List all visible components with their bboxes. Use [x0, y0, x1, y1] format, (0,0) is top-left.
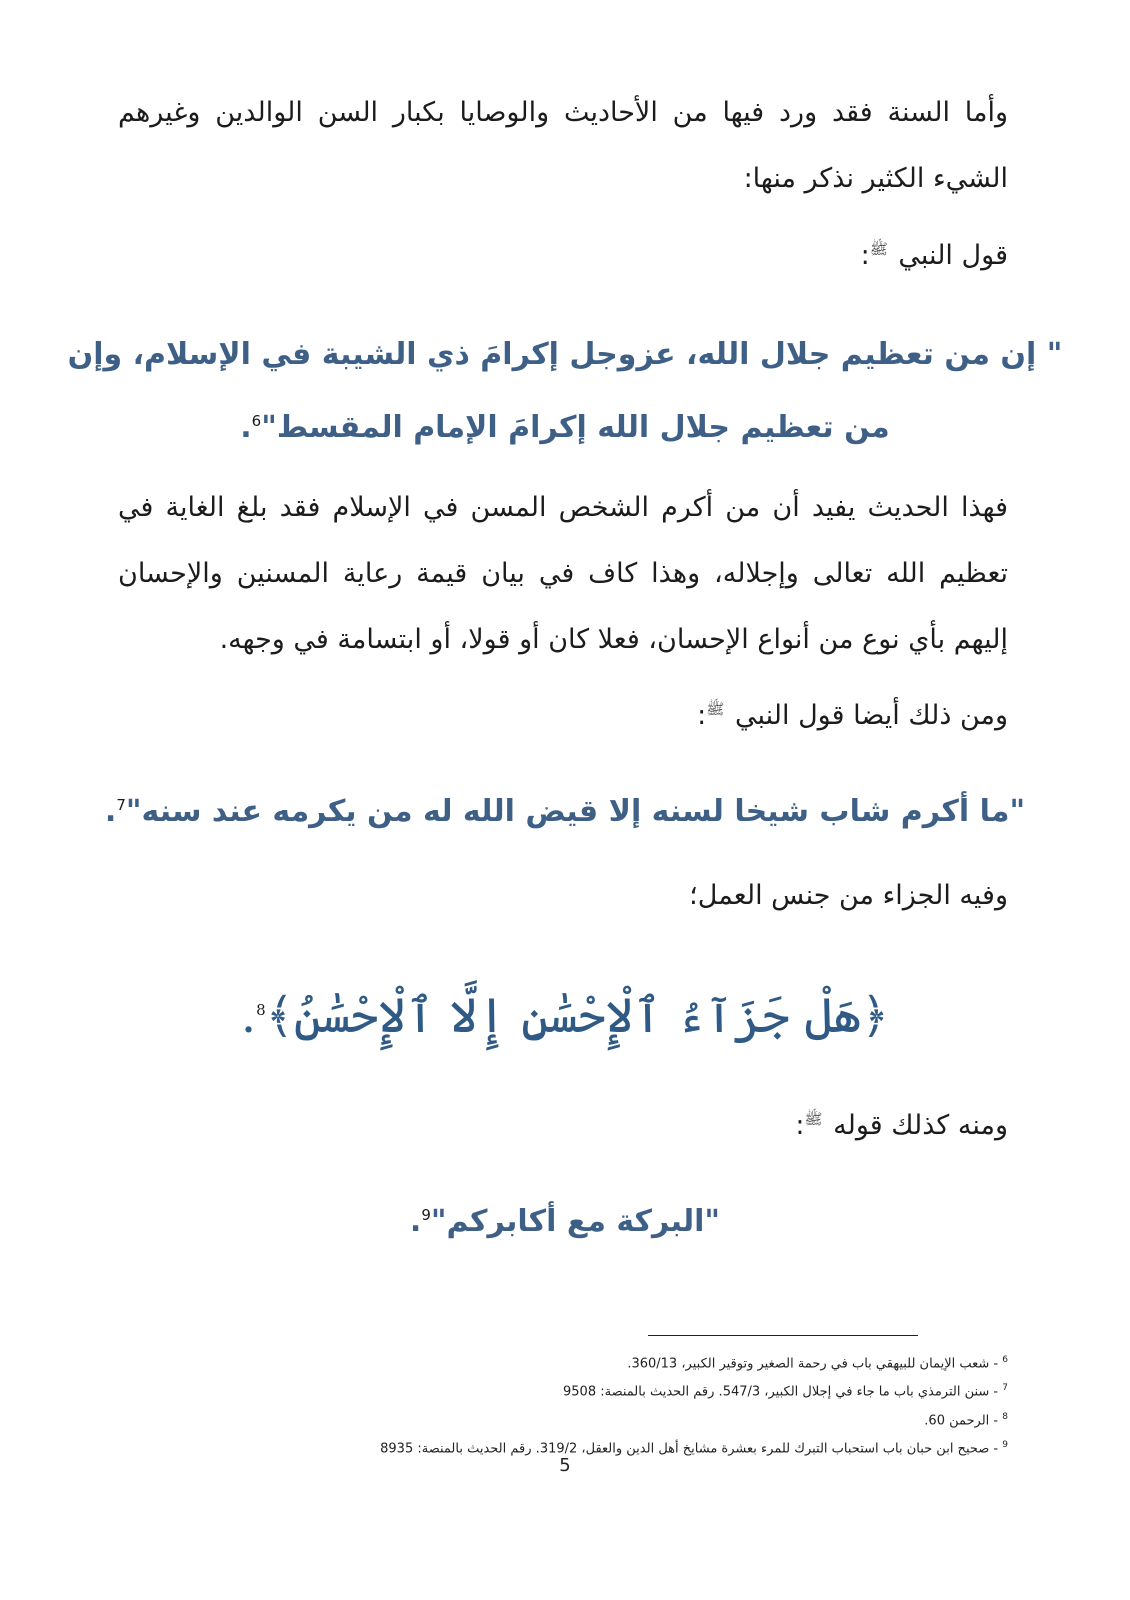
- hadith1-line1: " إن من تعظيم جلال الله، عزوجل إكرامَ ذي الشيبة في الإسلام، وإن: [67, 337, 1063, 372]
- footnote-number: 9: [1002, 1439, 1008, 1450]
- likewise-said-text: ومنه كذلك قوله: [833, 1110, 1008, 1141]
- hadith1-line2-wrap: من تعظيم جلال الله إكرامَ الإمام المقسط"$^6$.: [240, 410, 890, 445]
- footnote-text: - صحيح ابن حبان باب استحباب التبرك للمرء بعشرة مشايخ أهل الدين والعقل، 319/2. رقم الحديث بالمنصة: 8935: [380, 1441, 999, 1457]
- quran-verse-wrap: ﴿هَلْ جَزَآءُ ٱلْإِحْسَٰنِ إِلَّا ٱلْإِحْسَٰنُ﴾$^8$.: [240, 988, 890, 1044]
- footnote-number: 8: [1002, 1411, 1008, 1422]
- hadith2-text: "ما أكرم شاب شيخا لسنه إلا قيض الله له من يكرمه عند سنه": [125, 794, 1026, 829]
- footnote-ref-7: 7: [116, 796, 126, 814]
- footnote-item: [380, 1376, 1008, 1404]
- honorific-symbol: ﷺ: [804, 1110, 823, 1128]
- footnote-text: - الرحمن 60.: [924, 1412, 999, 1428]
- footnote-text: - شعب الإيمان للبيهقي باب في رحمة الصغير وتوقير الكبير، 360/13.: [627, 1356, 999, 1372]
- page-number: 5: [559, 1455, 571, 1476]
- hadith3-text: "البركة مع أكابركم": [430, 1204, 721, 1239]
- reward-line: وفيه الجزاء من جنس العمل؛: [689, 880, 1008, 911]
- also-said-text: ومن ذلك أيضا قول النبي: [734, 700, 1008, 731]
- hadith1-line2: من تعظيم جلال الله إكرامَ الإمام المقسط": [261, 410, 890, 445]
- hadith2-wrap: "ما أكرم شاب شيخا لسنه إلا قيض الله له من يكرمه عند سنه"$^7$.: [104, 794, 1026, 829]
- footnote-ref-8: 8: [256, 1001, 266, 1019]
- footnote-ref-6: 6: [251, 412, 262, 430]
- footnote-separator: [648, 1335, 918, 1336]
- prophet-said-line: قول النبي $^ﷺ$:: [860, 240, 1008, 271]
- footnote-item: [380, 1348, 1008, 1376]
- footnote-ref-9: 9: [421, 1206, 431, 1224]
- honorific-symbol: ﷺ: [869, 240, 888, 258]
- intro-paragraph: وأما السنة فقد ورد فيها من الأحاديث والوصايا بكبار السن الوالدين وغيرهم الشيء الكثير نذكر منها:: [118, 97, 1008, 194]
- footnote-text: - سنن الترمذي باب ما جاء في إجلال الكبير، 547/3. رقم الحديث بالمنصة: 9508: [563, 1384, 999, 1400]
- quran-verse: ﴿هَلْ جَزَآءُ ٱلْإِحْسَٰنِ إِلَّا ٱلْإِحْسَٰنُ﴾: [265, 988, 890, 1044]
- also-said-line: ومن ذلك أيضا قول النبي $^ﷺ$:: [697, 700, 1008, 731]
- footnote-number: 6: [1002, 1355, 1008, 1365]
- honorific-symbol: ﷺ: [706, 700, 725, 718]
- prophet-said-text: قول النبي: [898, 240, 1008, 271]
- hadith3-wrap: "البركة مع أكابركم"$^9$.: [409, 1204, 721, 1239]
- footnote-number: 7: [1002, 1383, 1008, 1394]
- likewise-said-line: ومنه كذلك قوله $^ﷺ$:: [795, 1110, 1008, 1141]
- commentary-paragraph: فهذا الحديث يفيد أن من أكرم الشخص المسن في الإسلام فقد بلغ الغاية في تعظيم الله تعالى وإجلاله، وهذا كاف في بيان قيمة رعاية المسنين والإحسان إليهم بأي نوع من أنواع الإحسان، فعلا كان أو قولا، أو ابتسامة في وجهه.: [118, 492, 1008, 655]
- footnote-item: [380, 1405, 1008, 1433]
- footnotes-list: [380, 1348, 1008, 1461]
